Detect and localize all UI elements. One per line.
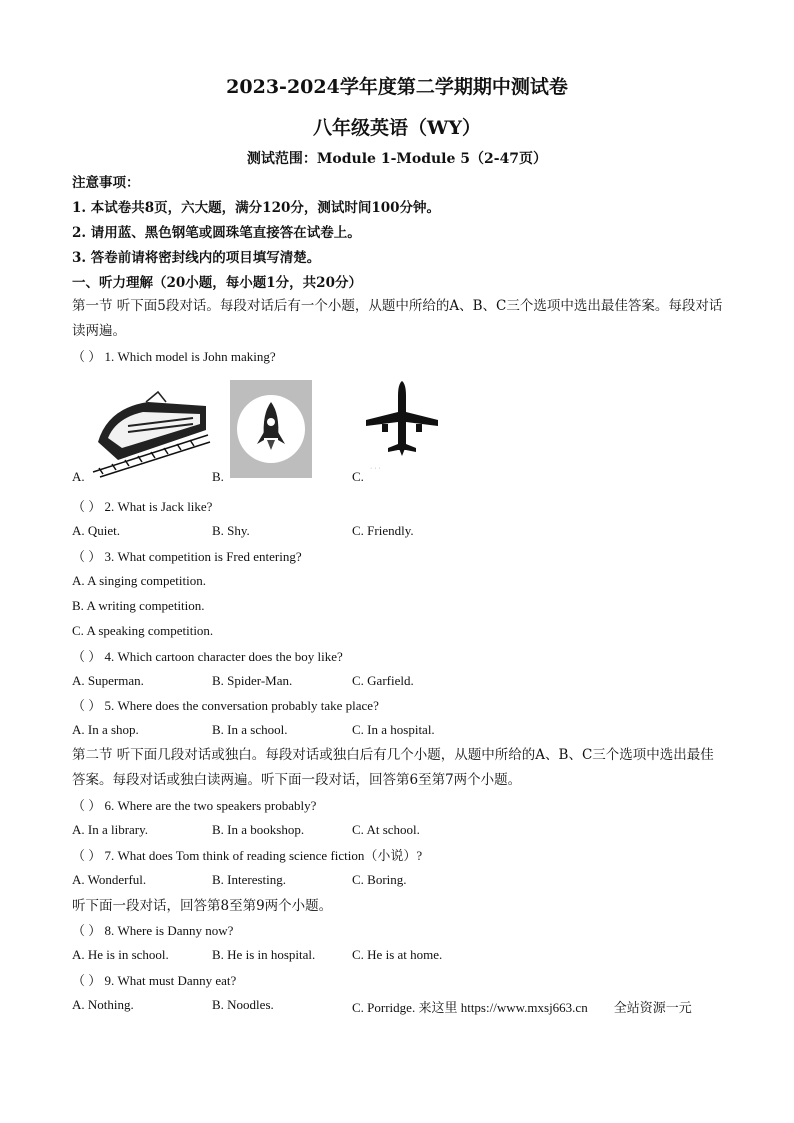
question-text: 7. What does Tom think of reading science fiction（小说）? — [104, 848, 423, 863]
q6-option-b[interactable]: B. In a bookshop. — [212, 822, 305, 837]
q9-option-c[interactable] — [352, 997, 692, 1016]
airplane-image — [362, 376, 442, 476]
q1-option-a[interactable]: A. — [72, 469, 85, 484]
exam-scope: 测试范围：Module 1-Module 5（2-47页） — [246, 151, 548, 167]
note-item-3: 3. 答卷前请将密封线内的项目填写清楚。 — [72, 250, 321, 266]
q5-option-a[interactable]: A. In a shop. — [72, 722, 139, 737]
q2-option-a[interactable]: A. Quiet. — [72, 523, 121, 538]
q5-option-c[interactable]: C. In a hospital. — [352, 722, 435, 737]
exam-title: 2023-2024学年度第二学期期中测试卷 — [226, 76, 568, 98]
question-3 — [72, 548, 302, 566]
q4-option-a[interactable]: A. Superman. — [72, 673, 144, 688]
q2-option-c[interactable]: C. Friendly. — [352, 523, 414, 538]
q3-option-c[interactable]: C. A speaking competition. — [72, 623, 214, 638]
question-text: 4. Which cartoon character does the boy like? — [104, 649, 343, 664]
answer-paren[interactable]: （ ） — [72, 698, 102, 713]
section-heading: 一、听力理解（20小题，每小题1分，共20分） — [72, 275, 362, 291]
question-text: 5. Where does the conversation probably take place? — [104, 698, 379, 713]
q3-option-a[interactable]: A. A singing competition. — [72, 573, 206, 588]
q9-option-b[interactable]: B. Noodles. — [212, 997, 274, 1012]
question-2 — [72, 498, 212, 516]
q2-option-b[interactable]: B. Shy. — [212, 523, 250, 538]
q9-option-c-text: C. Porridge. — [352, 1000, 416, 1015]
answer-paren[interactable]: （ ） — [72, 848, 102, 863]
question-text: 3. What competition is Fred entering? — [104, 549, 302, 564]
part1-intro: 第一节 听下面5段对话。每段对话后有一个小题，从题中所给的A、B、C三个选项中选出最佳答案。每段对话读两遍。 — [72, 298, 723, 339]
train-image — [88, 380, 213, 478]
answer-paren[interactable]: （ ） — [72, 973, 102, 988]
q7-option-a[interactable]: A. Wonderful. — [72, 872, 147, 887]
answer-paren[interactable]: （ ） — [72, 549, 102, 564]
rocket-image — [230, 380, 312, 478]
question-text: 8. Where is Danny now? — [104, 923, 234, 938]
q6-option-a[interactable]: A. In a library. — [72, 822, 149, 837]
q6-option-c[interactable]: C. At school. — [352, 822, 420, 837]
q1-option-c[interactable]: C. — [352, 469, 364, 484]
notes-heading: 注意事项： — [72, 175, 140, 191]
q5-option-b[interactable]: B. In a school. — [212, 722, 288, 737]
q4-option-c[interactable]: C. Garfield. — [352, 673, 414, 688]
answer-paren[interactable]: （ ） — [72, 923, 102, 938]
q7-option-b[interactable]: B. Interesting. — [212, 872, 287, 887]
question-6 — [72, 797, 316, 815]
question-4 — [72, 648, 343, 666]
q9-option-a[interactable]: A. Nothing. — [72, 997, 134, 1012]
question-8 — [72, 922, 233, 940]
question-9 — [72, 972, 236, 990]
answer-paren[interactable]: （ ） — [72, 499, 102, 514]
answer-paren[interactable]: （ ） — [72, 349, 102, 364]
footer-note: 来这里 https://www.mxsj663.cn 全站资源一元 — [418, 1000, 692, 1015]
q7-option-c[interactable]: C. Boring. — [352, 872, 407, 887]
q3-option-b[interactable]: B. A writing competition. — [72, 598, 205, 613]
question-text: 1. Which model is John making? — [104, 349, 276, 364]
question-text: 2. What is Jack like? — [104, 499, 213, 514]
q8-option-a[interactable]: A. He is in school. — [72, 947, 169, 962]
q8-option-b[interactable]: B. He is in hospital. — [212, 947, 316, 962]
q4-option-b[interactable]: B. Spider-Man. — [212, 673, 293, 688]
answer-paren[interactable]: （ ） — [72, 798, 102, 813]
part2-sub-intro: 听下面一段对话，回答第8至第9两个小题。 — [72, 898, 333, 914]
question-1 — [72, 348, 276, 366]
question-5 — [72, 697, 379, 715]
note-item-2: 2. 请用蓝、黑色钢笔或圆珠笔直接答在试卷上。 — [72, 225, 361, 241]
exam-subtitle: 八年级英语（WY） — [313, 117, 481, 139]
question-7 — [72, 847, 422, 865]
answer-paren[interactable]: （ ） — [72, 649, 102, 664]
q8-option-c[interactable]: C. He is at home. — [352, 947, 443, 962]
note-item-1: 1. 本试卷共8页，六大题，满分120分，测试时间100分钟。 — [72, 200, 441, 216]
question-text: 6. Where are the two speakers probably? — [104, 798, 317, 813]
q1-option-b[interactable]: B. — [212, 469, 224, 484]
question-text: 9. What must Danny eat? — [104, 973, 237, 988]
svg-text:· · ·: · · · — [370, 465, 381, 472]
part2-intro: 第二节 听下面几段对话或独白。每段对话或独白后有几个小题，从题中所给的A、B、C三个选项中选出最佳答案。每段对话或独白读两遍。听下面一段对话，回答第6至第7两个小题。 — [72, 747, 714, 788]
